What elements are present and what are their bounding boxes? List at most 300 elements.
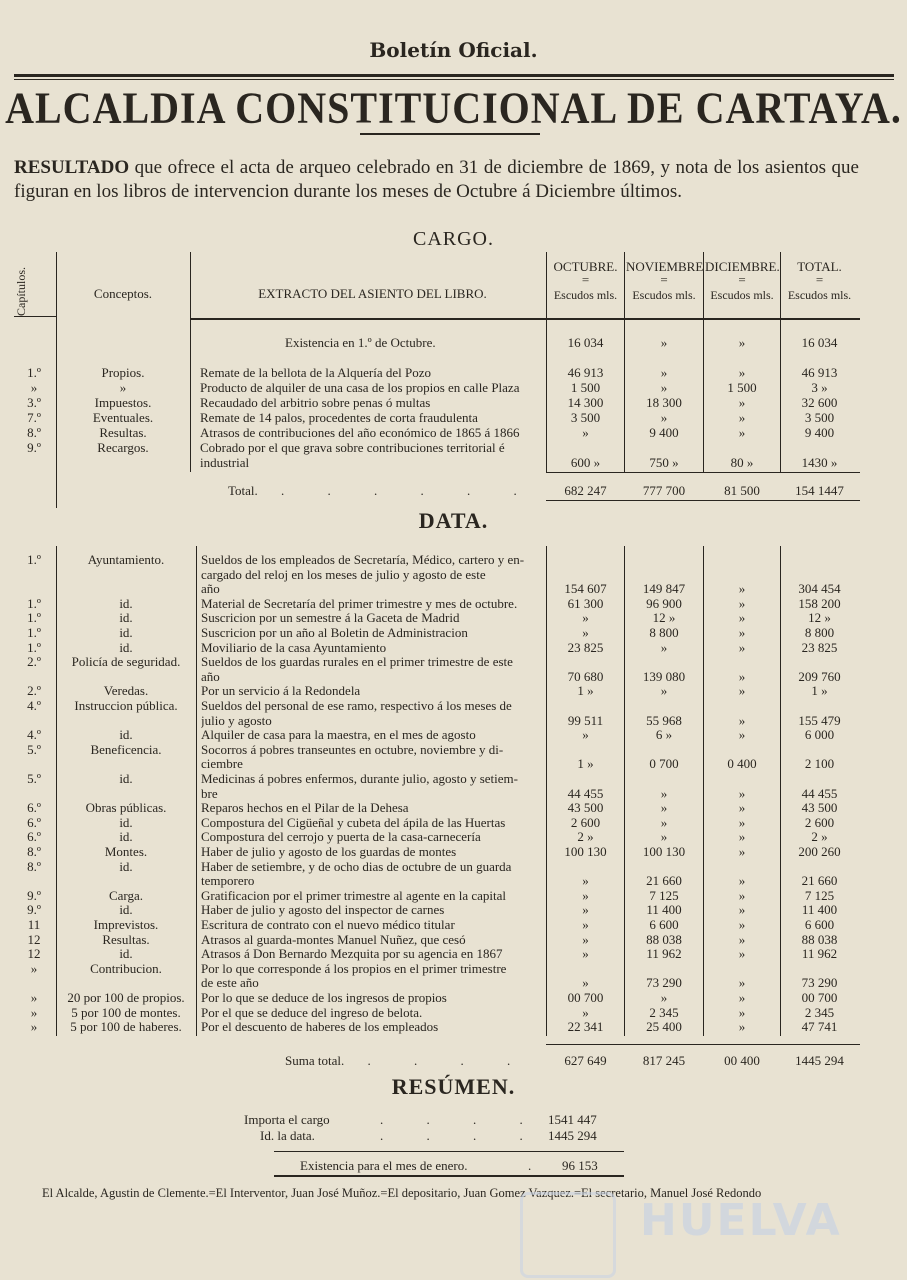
coat-of-arms-watermark bbox=[520, 1192, 616, 1278]
data-row bbox=[0, 626, 907, 640]
header-rule bbox=[190, 318, 860, 320]
resumen-heading: RESÚMEN. bbox=[391, 1074, 516, 1099]
total-rule bbox=[546, 500, 860, 501]
data-row-ext: Haber de setiembre, y de ocho dias de octubre de un guarda bbox=[201, 859, 512, 874]
total-header: TOTAL. bbox=[797, 259, 842, 274]
cargo-row-oct: 14 300 bbox=[567, 395, 604, 410]
cargo-total-nov: 777 700 bbox=[642, 483, 686, 498]
cargo-row-dic: 1 500 bbox=[727, 380, 757, 395]
cargo-row-nov: 750 » bbox=[649, 455, 679, 470]
cargo-row-oct: 600 » bbox=[570, 455, 601, 470]
resumen-existencia-label: Existencia para el mes de enero. bbox=[300, 1158, 468, 1173]
data-row-ext: Sueldos del personal de ese ramo, respectivo á los meses de bbox=[201, 699, 512, 713]
data-row-con: 20 por 100 de propios. bbox=[67, 990, 185, 1005]
cargo-row-cap: 1.º bbox=[27, 365, 41, 380]
data-row-tot: 88 038 bbox=[801, 931, 838, 947]
data-row-nov: 12 » bbox=[652, 610, 676, 626]
data-total-oct: 627 649 bbox=[564, 1053, 607, 1068]
data-row-dic: » bbox=[738, 1004, 746, 1020]
data-row bbox=[0, 1006, 907, 1020]
cargo-row-ext: Producto de alquiler de una casa de los propios en calle Plaza bbox=[200, 381, 520, 395]
data-row-nov: 11 400 bbox=[646, 902, 682, 918]
data-row bbox=[0, 830, 907, 844]
data-row-nov: 11 962 bbox=[646, 946, 682, 962]
data-row bbox=[0, 816, 907, 830]
cargo-row-con: Recargos. bbox=[97, 440, 149, 455]
data-row-tot: 158 200 bbox=[798, 595, 841, 611]
data-row-ext: Material de Secretaría del primer trimestre y mes de octubre. bbox=[201, 596, 518, 611]
data-row-oct: » bbox=[582, 902, 589, 918]
data-row-nov: 8 800 bbox=[649, 625, 679, 640]
cargo-row-ext: Remate de 14 palos, procedentes de corta fraudulenta bbox=[200, 411, 478, 425]
resumen-existencia-value: 96 153 bbox=[562, 1158, 598, 1173]
data-row bbox=[0, 553, 907, 567]
existencia-dic: » bbox=[738, 335, 746, 350]
data-row-tot: 44 455 bbox=[801, 785, 838, 801]
cargo-total-dic: 81 500 bbox=[724, 483, 760, 498]
data-row-dic: » bbox=[738, 1019, 746, 1035]
data-row-con: id. bbox=[119, 829, 133, 845]
cargo-total-label: Total. bbox=[228, 484, 258, 498]
data-row-tot: 2 345 bbox=[804, 1004, 835, 1020]
data-row-nov: 6 » bbox=[655, 727, 673, 743]
cargo-row-tot: 1430 » bbox=[801, 455, 838, 470]
data-row-con: Instruccion pública. bbox=[74, 698, 178, 713]
noviembre-header: NOVIEMBRE bbox=[626, 259, 704, 274]
header-rule-thin bbox=[14, 79, 894, 80]
data-row-con: Resultas. bbox=[102, 931, 150, 947]
data-row-con: Carga. bbox=[108, 887, 144, 903]
data-row-con: Ayuntamiento. bbox=[87, 552, 165, 567]
cargo-row bbox=[0, 426, 907, 440]
capitulos-label: Capítulos. bbox=[14, 266, 28, 316]
resumen-rule bbox=[274, 1175, 624, 1177]
data-row-tot: 12 » bbox=[808, 610, 831, 626]
resumen-cargo-label: Importa el cargo bbox=[244, 1112, 330, 1127]
data-row-dic: » bbox=[738, 829, 746, 845]
equals-mark: = bbox=[660, 272, 668, 287]
data-row-cap: 9.º bbox=[27, 902, 41, 918]
data-row-dic: » bbox=[738, 625, 746, 640]
data-row-tot: 73 290 bbox=[801, 975, 838, 991]
data-row-ext: Suscricion por un semestre á la Gaceta de Madrid bbox=[201, 611, 460, 626]
data-row-oct: » bbox=[582, 887, 589, 903]
data-row-oct: 1 » bbox=[577, 683, 594, 699]
data-row-ext: Socorros á pobres transeuntes en octubre, noviembre y di- bbox=[201, 742, 504, 757]
cargo-row-con: Eventuales. bbox=[92, 410, 154, 425]
data-row-nov: » bbox=[660, 829, 668, 845]
data-row-ext: año bbox=[201, 582, 220, 597]
data-row-ext: Haber de julio y agosto de los guardas de montes bbox=[201, 845, 457, 859]
data-row-con: id. bbox=[119, 902, 133, 918]
equals-mark: = bbox=[815, 272, 824, 287]
data-row bbox=[0, 699, 907, 713]
data-row-oct: 43 500 bbox=[567, 800, 604, 816]
data-row-con: id. bbox=[119, 595, 133, 611]
data-row-nov: » bbox=[660, 785, 668, 801]
data-row-dic: » bbox=[738, 785, 746, 801]
data-row-cap: » bbox=[30, 1004, 38, 1020]
data-row-ext: Por el descuento de haberes de los empleados bbox=[201, 1020, 439, 1035]
cargo-row-cap: 3.º bbox=[27, 395, 41, 410]
equals-mark: = bbox=[581, 272, 590, 287]
intro-paragraph bbox=[14, 156, 859, 204]
data-row-nov: 139 080 bbox=[642, 668, 686, 684]
cargo-row-cap: » bbox=[30, 380, 38, 395]
data-row-tot: 2 100 bbox=[804, 756, 835, 772]
cargo-row-tot: 46 913 bbox=[801, 365, 838, 380]
existencia-row bbox=[0, 336, 907, 350]
cargo-heading: CARGO. bbox=[412, 228, 494, 250]
data-row-ext: Moviliario de la casa Ayuntamiento bbox=[201, 640, 387, 655]
cargo-row bbox=[0, 441, 907, 455]
cargo-row-oct: 46 913 bbox=[567, 365, 604, 380]
leader-dots: . . . . bbox=[380, 1128, 543, 1143]
data-row-con: id. bbox=[119, 639, 133, 655]
data-row-tot: 43 500 bbox=[801, 800, 838, 816]
data-row-nov: 149 847 bbox=[642, 581, 686, 597]
data-row-dic: » bbox=[738, 610, 746, 626]
intro-rest: que ofrece el acta de arqueo celebrado en 31 de diciembre de 1869, y nota de los asientos que figuran en los libros de intervencion durante los meses de Octubre á Diciembre últimos. bbox=[14, 157, 859, 202]
data-row-nov: 25 400 bbox=[646, 1019, 682, 1035]
data-row-oct: 100 130 bbox=[564, 844, 607, 859]
data-total-row bbox=[0, 1054, 907, 1068]
data-row-oct: 99 511 bbox=[567, 712, 604, 728]
data-row bbox=[0, 1020, 907, 1034]
data-row bbox=[0, 728, 907, 742]
title-underline bbox=[360, 133, 540, 135]
data-row-tot: 2 » bbox=[811, 829, 828, 845]
leader-dots: . . . . bbox=[344, 1054, 531, 1068]
cargo-row-dic: 80 » bbox=[730, 455, 754, 470]
data-row-cap: 4.º bbox=[27, 727, 41, 743]
data-row bbox=[0, 933, 907, 947]
data-row bbox=[0, 757, 907, 771]
resumen-cargo-value: 1541 447 bbox=[548, 1112, 597, 1127]
cargo-row-ext: Cobrado por el que grava sobre contribuciones territorial é bbox=[200, 441, 505, 455]
cargo-row-ext: Remate de la bellota de la Alquería del Pozo bbox=[200, 366, 432, 380]
data-row-ext: Gratificacion por el primer trimestre al agente en la capital bbox=[201, 888, 506, 903]
data-row-oct: » bbox=[582, 917, 589, 932]
cargo-total-oct: 682 247 bbox=[564, 483, 607, 498]
data-row-cap: 5.º bbox=[27, 741, 41, 757]
cargo-row-nov: » bbox=[660, 410, 668, 425]
data-row-cap: » bbox=[30, 990, 38, 1005]
cargo-row bbox=[0, 381, 907, 395]
data-row-oct: » bbox=[582, 1004, 589, 1020]
data-row-nov: » bbox=[660, 639, 668, 655]
cargo-row-oct: » bbox=[582, 425, 589, 440]
data-row-cap: » bbox=[30, 1019, 38, 1035]
data-row-oct: 23 825 bbox=[567, 639, 604, 655]
data-total-label: Suma total. bbox=[285, 1054, 345, 1068]
data-row-nov: 6 600 bbox=[649, 917, 679, 932]
data-row bbox=[0, 801, 907, 815]
data-row-oct: » bbox=[582, 946, 589, 962]
data-row bbox=[0, 860, 907, 874]
huelva-watermark: HUELVA bbox=[640, 1195, 842, 1246]
data-row-nov: 55 968 bbox=[646, 712, 682, 728]
data-row-dic: » bbox=[738, 814, 746, 830]
data-row-ext: Atrasos á Don Bernardo Mezquita por su agencia en 1867 bbox=[201, 947, 503, 962]
existencia-tot: 16 034 bbox=[801, 335, 838, 350]
data-row-oct: 70 680 bbox=[567, 668, 604, 684]
resumen-data-label: Id. la data. bbox=[260, 1128, 315, 1143]
header-rule bbox=[14, 74, 894, 77]
cargo-row-con: » bbox=[119, 380, 127, 395]
data-row bbox=[0, 874, 907, 888]
units-tot: Escudos mls. bbox=[787, 288, 852, 302]
data-row-con: id. bbox=[119, 858, 133, 874]
data-row-nov: » bbox=[660, 990, 668, 1005]
cargo-row-oct: 3 500 bbox=[570, 410, 601, 425]
data-row-oct: » bbox=[582, 727, 589, 743]
data-row bbox=[0, 947, 907, 961]
cargo-row bbox=[0, 456, 907, 470]
data-row-oct: 2 600 bbox=[570, 814, 601, 830]
cargo-row-con: Resultas. bbox=[99, 425, 147, 440]
data-row bbox=[0, 918, 907, 932]
cargo-row-con: Impuestos. bbox=[94, 395, 152, 410]
data-row-oct: » bbox=[582, 975, 589, 991]
data-row-cap: 2.º bbox=[27, 654, 41, 670]
leader-dots: . . . . . . bbox=[257, 484, 537, 498]
data-row-con: id. bbox=[119, 814, 133, 830]
data-row-cap: 6.º bbox=[27, 814, 41, 830]
data-row-oct: » bbox=[582, 873, 589, 889]
data-row-oct: » bbox=[582, 625, 589, 640]
data-row-con: Policía de seguridad. bbox=[71, 654, 181, 670]
data-row-cap: 1.º bbox=[27, 552, 41, 567]
data-row-cap: 5.º bbox=[27, 771, 41, 786]
data-row-dic: » bbox=[738, 873, 746, 889]
cargo-row-tot: 3 » bbox=[811, 380, 828, 395]
data-row-dic: » bbox=[738, 990, 746, 1005]
data-row-dic: » bbox=[738, 887, 746, 903]
data-row bbox=[0, 714, 907, 728]
data-row-nov: 2 345 bbox=[649, 1004, 679, 1020]
data-row-tot: 6 600 bbox=[804, 917, 835, 932]
data-row-dic: » bbox=[738, 844, 746, 859]
data-total-tot: 1445 294 bbox=[795, 1053, 844, 1068]
data-row-cap: 12 bbox=[27, 946, 41, 962]
data-row-cap: 11 bbox=[27, 917, 41, 932]
data-row-tot: 209 760 bbox=[798, 668, 841, 684]
data-row-nov: 73 290 bbox=[646, 975, 682, 991]
existencia-oct: 16 034 bbox=[567, 335, 604, 350]
data-row-tot: 11 400 bbox=[801, 902, 838, 918]
data-row-cap: » bbox=[30, 960, 38, 976]
data-row-oct: » bbox=[582, 931, 589, 947]
data-row bbox=[0, 889, 907, 903]
leader-dots: . . . . bbox=[380, 1112, 543, 1127]
data-row-dic: » bbox=[738, 917, 746, 932]
cargo-row bbox=[0, 366, 907, 380]
data-row-ext: Suscricion por un año al Boletin de Administracion bbox=[201, 626, 468, 640]
data-row-con: Imprevistos. bbox=[93, 917, 159, 932]
data-row-nov: » bbox=[660, 800, 668, 816]
data-row bbox=[0, 655, 907, 669]
conceptos-header: Conceptos. bbox=[93, 286, 153, 301]
data-row-nov: 100 130 bbox=[642, 844, 686, 859]
data-row-ext: cargado del reloj en los meses de julio y agosto de este bbox=[201, 567, 486, 582]
subtotal-rule bbox=[546, 472, 860, 473]
data-row-oct: 22 341 bbox=[567, 1019, 604, 1035]
data-row-tot: 00 700 bbox=[801, 990, 838, 1005]
data-row-cap: 1.º bbox=[27, 625, 41, 640]
data-row bbox=[0, 684, 907, 698]
data-row-ext: ciembre bbox=[201, 757, 243, 772]
data-row-con: id. bbox=[119, 946, 133, 962]
data-row-nov: 7 125 bbox=[649, 887, 679, 903]
cargo-row-dic: » bbox=[738, 395, 746, 410]
data-row-nov: 96 900 bbox=[646, 595, 682, 611]
cargo-row-ext: industrial bbox=[200, 456, 250, 470]
cargo-row bbox=[0, 411, 907, 425]
data-row-dic: » bbox=[738, 800, 746, 816]
data-row-tot: 155 479 bbox=[798, 712, 841, 728]
data-row-cap: 12 bbox=[27, 931, 41, 947]
data-row-dic: » bbox=[738, 975, 746, 991]
data-row-ext: año bbox=[201, 669, 220, 684]
data-row-dic: » bbox=[738, 639, 746, 655]
data-row bbox=[0, 976, 907, 990]
cargo-row-con: Propios. bbox=[101, 365, 145, 380]
data-row-tot: 6 000 bbox=[804, 727, 835, 743]
cargo-row-ext: Recaudado del arbitrio sobre penas ó multas bbox=[200, 396, 431, 410]
data-total-nov: 817 245 bbox=[642, 1053, 686, 1068]
data-row bbox=[0, 903, 907, 917]
data-row-cap: 6.º bbox=[27, 829, 41, 845]
data-row-tot: 2 600 bbox=[804, 814, 835, 830]
diciembre-header: DICIEMBRE. bbox=[705, 259, 780, 274]
data-row-cap: 8.º bbox=[27, 844, 41, 859]
cargo-row-nov: » bbox=[660, 380, 668, 395]
cargo-row-nov: » bbox=[660, 365, 668, 380]
cargo-row-cap: 9.º bbox=[27, 440, 41, 455]
data-row-ext: Por el que se deduce del ingreso de belota. bbox=[201, 1005, 423, 1020]
data-row-ext: de este año bbox=[201, 976, 259, 991]
data-row bbox=[0, 670, 907, 684]
data-row-con: Contribucion. bbox=[90, 960, 162, 976]
data-row bbox=[0, 568, 907, 582]
units-oct: Escudos mls. bbox=[553, 288, 618, 302]
octubre-header: OCTUBRE. bbox=[553, 259, 618, 274]
data-row-oct: 2 » bbox=[577, 829, 594, 845]
existencia-ext: Existencia en 1.º de Octubre. bbox=[285, 336, 436, 350]
data-row-con: 5 por 100 de haberes. bbox=[70, 1019, 182, 1035]
cargo-row-tot: 9 400 bbox=[804, 425, 835, 440]
cargo-total-row bbox=[0, 484, 907, 498]
cargo-row-ext: Atrasos de contribuciones del año económico de 1865 á 1866 bbox=[200, 426, 520, 440]
units-nov: Escudos mls. bbox=[632, 288, 696, 302]
data-total-dic: 00 400 bbox=[724, 1053, 760, 1068]
data-row-ext: Compostura del Cigüeñal y cubeta del ápila de las Huertas bbox=[201, 815, 506, 830]
page-title: ALCALDIA CONSTITUCIONAL DE CARTAYA. bbox=[5, 82, 902, 133]
data-heading: DATA. bbox=[418, 508, 489, 533]
data-row-dic: » bbox=[738, 595, 746, 611]
header-rule bbox=[14, 316, 56, 317]
intro-lead: RESULTADO bbox=[14, 157, 130, 178]
data-row-ext: Haber de julio y agosto del inspector de carnes bbox=[201, 903, 445, 918]
data-row-con: 5 por 100 de montes. bbox=[71, 1004, 181, 1020]
data-row-ext: Reparos hechos en el Pilar de la Dehesa bbox=[201, 801, 409, 816]
cargo-row bbox=[0, 396, 907, 410]
data-row-tot: 23 825 bbox=[801, 639, 838, 655]
units-dic: Escudos mls. bbox=[710, 288, 774, 302]
leader-dots: . bbox=[528, 1158, 532, 1173]
data-row-nov: 0 700 bbox=[649, 756, 679, 772]
data-row-nov: 21 660 bbox=[646, 873, 682, 889]
data-row-dic: » bbox=[738, 668, 746, 684]
data-row-con: Obras públicas. bbox=[85, 800, 167, 816]
data-row bbox=[0, 787, 907, 801]
cargo-row-dic: » bbox=[738, 425, 746, 440]
cargo-row-dic: » bbox=[738, 410, 746, 425]
data-row bbox=[0, 743, 907, 757]
data-row bbox=[0, 962, 907, 976]
signatures-line: El Alcalde, Agustin de Clemente.=El Interventor, Juan José Muñoz.=El depositario, Juan Gomez Vazquez.=El secretario, Manuel José Redondo bbox=[42, 1186, 762, 1200]
data-row bbox=[0, 991, 907, 1005]
data-row-ext: Por lo que corresponde á los propios en el primer trimestre bbox=[201, 961, 507, 976]
resumen-data-value: 1445 294 bbox=[548, 1128, 597, 1143]
data-row-oct: » bbox=[582, 610, 589, 626]
data-row-cap: 6.º bbox=[27, 800, 41, 816]
data-row-tot: 21 660 bbox=[801, 873, 838, 889]
data-row-oct: 154 607 bbox=[564, 581, 607, 597]
data-row-cap: 1.º bbox=[27, 639, 41, 655]
data-row-tot: 11 962 bbox=[801, 946, 838, 962]
cargo-row-tot: 3 500 bbox=[804, 410, 835, 425]
equals-mark: = bbox=[738, 272, 746, 287]
data-row-dic: » bbox=[738, 683, 746, 699]
data-row-ext: Compostura del cerrojo y puerta de la casa-carnecería bbox=[201, 830, 481, 845]
data-row-con: Veredas. bbox=[103, 683, 149, 699]
data-row-nov: » bbox=[660, 814, 668, 830]
data-row-tot: 8 800 bbox=[804, 625, 835, 640]
data-row-tot: 200 260 bbox=[798, 844, 841, 859]
data-row-ext: julio y agosto bbox=[201, 713, 272, 728]
data-row-con: Montes. bbox=[104, 844, 148, 859]
data-row-cap: 1.º bbox=[27, 595, 41, 611]
data-row bbox=[0, 582, 907, 596]
data-row-con: Beneficencia. bbox=[90, 741, 162, 757]
data-row-con: id. bbox=[119, 610, 133, 626]
data-row-cap: 8.º bbox=[27, 858, 41, 874]
data-row-nov: » bbox=[660, 683, 668, 699]
cargo-total-tot: 154 1447 bbox=[795, 483, 844, 498]
cargo-row-oct: 1 500 bbox=[570, 380, 601, 395]
data-row-nov: 88 038 bbox=[646, 931, 682, 947]
data-row-cap: 4.º bbox=[27, 698, 41, 713]
data-row bbox=[0, 641, 907, 655]
data-row-oct: 1 » bbox=[577, 756, 594, 772]
data-row-ext: Medicinas á pobres enfermos, durante julio, agosto y setiem- bbox=[201, 772, 518, 786]
publication-name: Boletín Oficial. bbox=[369, 38, 538, 62]
data-row bbox=[0, 597, 907, 611]
resumen-rule bbox=[274, 1151, 624, 1152]
data-row-oct: 00 700 bbox=[567, 990, 604, 1005]
data-row bbox=[0, 611, 907, 625]
data-row-ext: Sueldos de los empleados de Secretaría, Médico, cartero y en- bbox=[201, 553, 525, 567]
data-row-tot: 304 454 bbox=[798, 581, 841, 597]
data-row-dic: » bbox=[738, 727, 746, 743]
cargo-row-nov: 9 400 bbox=[649, 425, 679, 440]
data-row-ext: Por un servicio á la Redondela bbox=[201, 684, 361, 699]
data-row-ext: temporero bbox=[201, 874, 255, 889]
cargo-row-cap: 8.º bbox=[27, 425, 41, 440]
data-row-ext: Escritura de contrato con el nuevo médico titular bbox=[201, 918, 455, 932]
